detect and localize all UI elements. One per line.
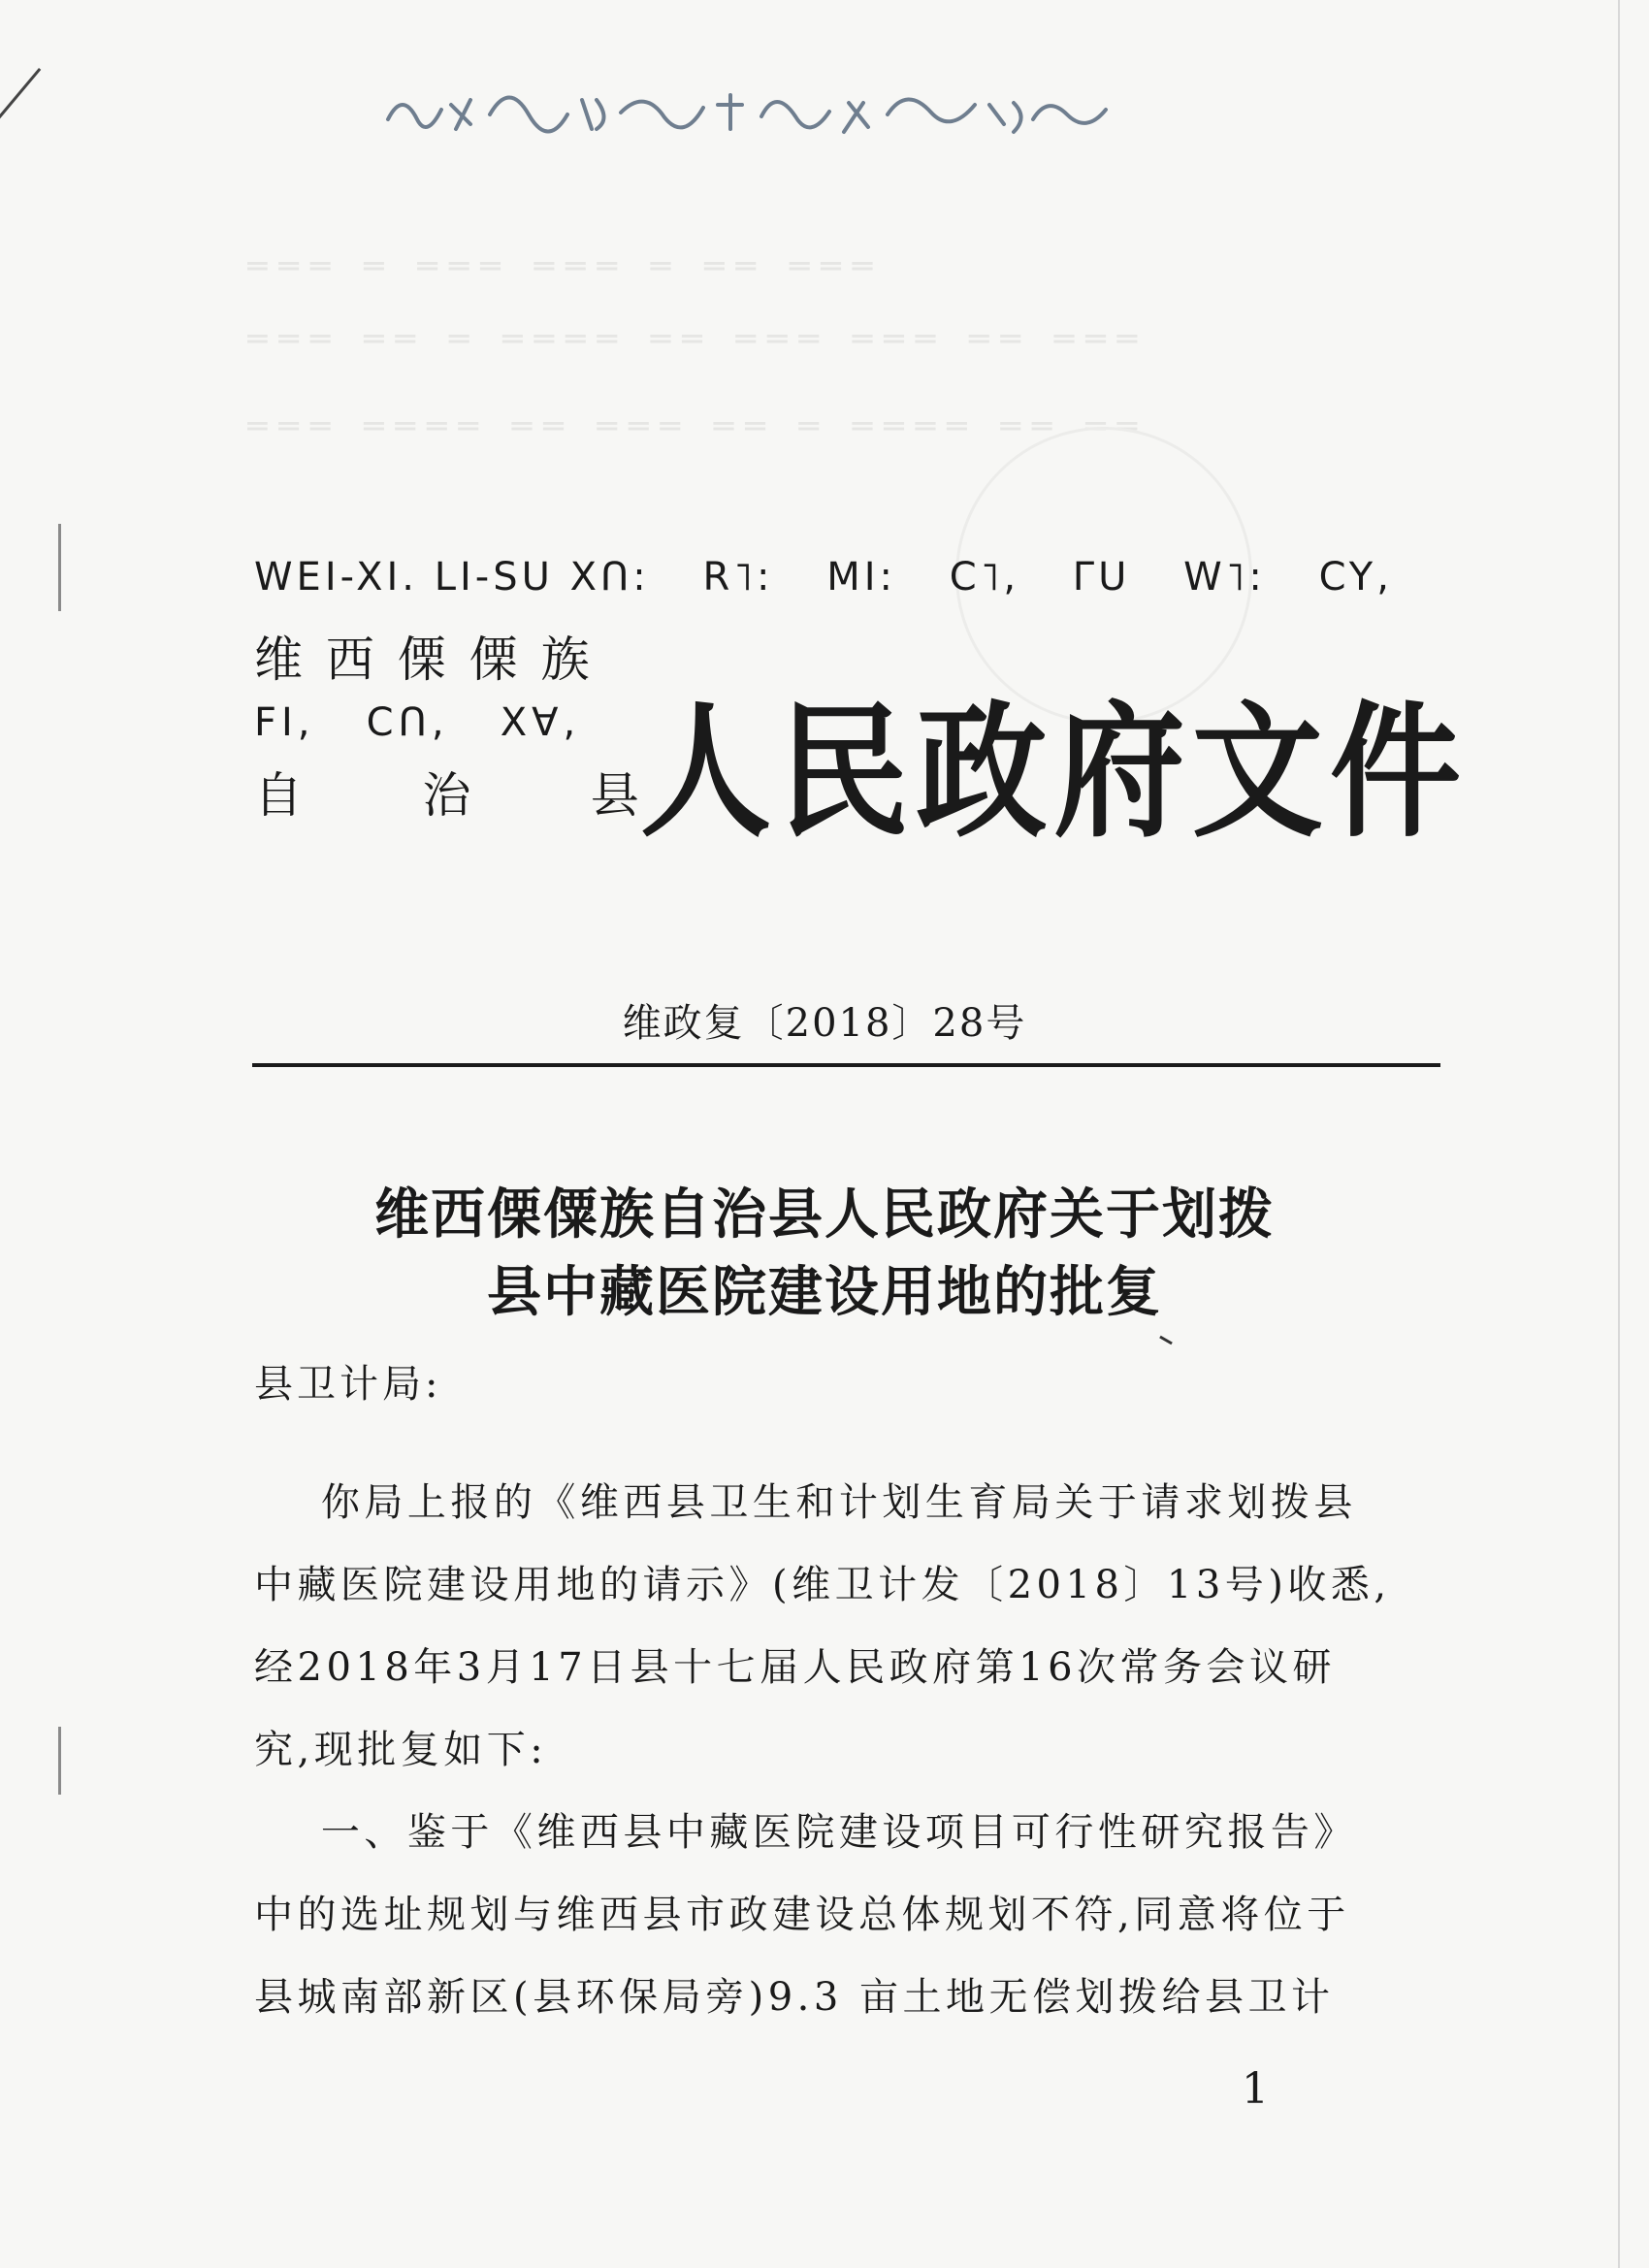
bleed-through-text: ═══ ═ ═══ ═══ ═ ══ ═══ bbox=[247, 247, 885, 282]
romanized-word: CY, bbox=[1318, 555, 1393, 599]
salutation: 县卫计局: bbox=[254, 1362, 442, 1407]
county-type-chinese: 自 治 县 bbox=[254, 767, 643, 824]
header-divider bbox=[252, 1063, 1440, 1067]
romanized-county-name: WEI-XI. LI-SU XՈ: bbox=[254, 555, 650, 599]
romanized-word: C˥, bbox=[949, 555, 1020, 599]
document-header-title: 人民政府文件 bbox=[640, 687, 1469, 858]
body-line: 中的选址规划与维西县市政建设总体规划不符,同意将位于 bbox=[254, 1893, 1350, 1937]
header-romanized-line bbox=[254, 555, 1447, 599]
document-title-line2: 县中藏医院建设用地的批复 bbox=[487, 1260, 1162, 1324]
county-name-romanized: FI, CՈ, Xꓯ, bbox=[254, 700, 581, 745]
romanized-word: MI: bbox=[826, 555, 896, 599]
romanized-word: W˥: bbox=[1183, 555, 1266, 599]
body-line: 中藏医院建设用地的请示》(维卫计发〔2018〕13号)收悉, bbox=[254, 1563, 1391, 1607]
romanized-word: R˥: bbox=[702, 555, 774, 599]
stray-mark bbox=[1159, 1336, 1173, 1345]
document-number: 维政复〔2018〕28号 bbox=[622, 1001, 1027, 1046]
scan-stroke-mark bbox=[0, 68, 41, 137]
document-title-line1: 维西傈僳族自治县人民政府关于划拨 bbox=[374, 1183, 1275, 1247]
margin-mark bbox=[58, 1727, 61, 1795]
handwritten-annotation bbox=[383, 76, 1140, 144]
margin-mark bbox=[58, 524, 61, 611]
county-name-chinese: 维 西 傈 傈 族 bbox=[254, 632, 594, 688]
body-line: 县城南部新区(县环保局旁)9.3 亩土地无偿划拨给县卫计 bbox=[254, 1975, 1335, 2020]
body-line: 你局上报的《维西县卫生和计划生育局关于请求划拨县 bbox=[254, 1480, 1357, 1525]
romanized-word: ΓU bbox=[1072, 555, 1131, 599]
page-edge bbox=[1618, 0, 1620, 2268]
body-line: 一、鉴于《维西县中藏医院建设项目可行性研究报告》 bbox=[254, 1810, 1357, 1855]
page-number: 1 bbox=[1242, 2064, 1269, 2114]
bleed-through-text: ═══ ══ ═ ════ ══ ═══ ═══ ══ ═══ bbox=[247, 320, 1149, 355]
body-line: 经2018年3月17日县十七届人民政府第16次常务会议研 bbox=[254, 1645, 1337, 1690]
bleed-through-text: ═══ ════ ══ ═══ ══ ═ ════ ══ ══ bbox=[247, 407, 1149, 442]
body-line: 究,现批复如下: bbox=[254, 1728, 548, 1772]
